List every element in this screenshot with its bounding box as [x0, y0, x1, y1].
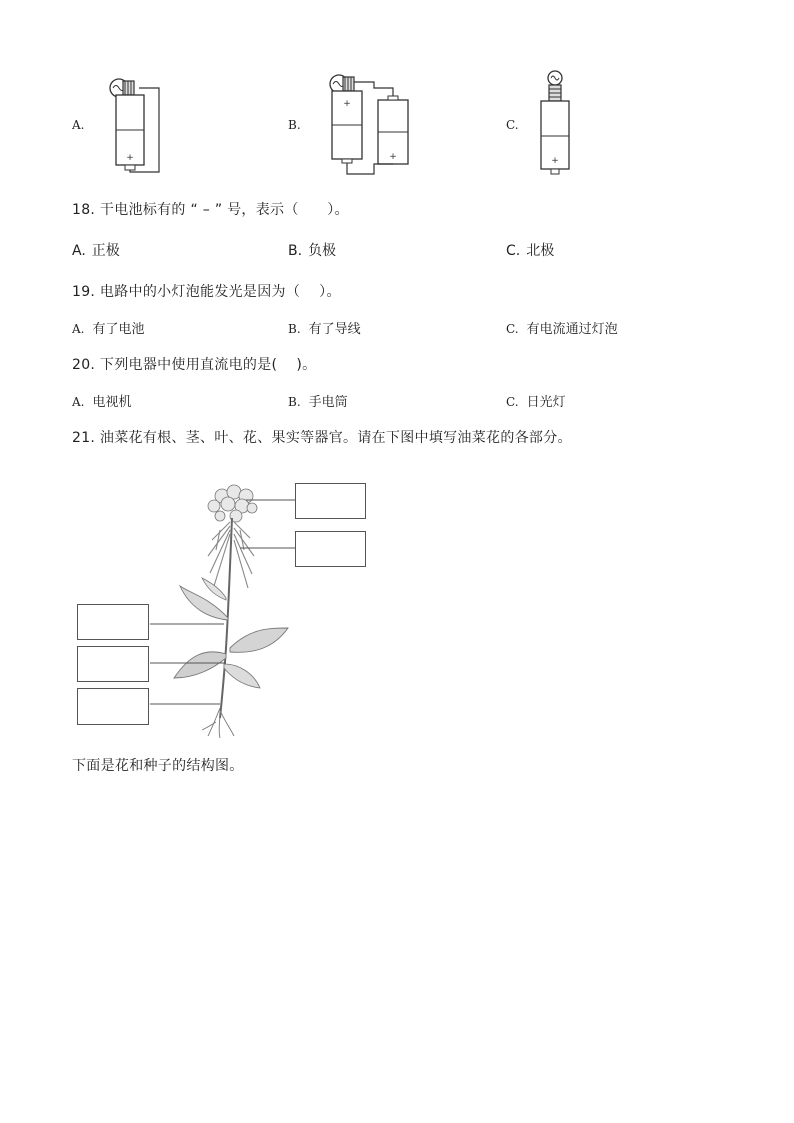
option-text: 有了导线 [308, 322, 361, 337]
q17-option-c[interactable] [506, 118, 519, 133]
q19-option-b[interactable] [288, 318, 361, 337]
q18-option-c[interactable] [506, 240, 554, 260]
question-21: 21. 油菜花有根、茎、叶、花、果实等器官。请在下图中填写油菜花的各部分。 [72, 430, 572, 446]
answer-box-root[interactable] [77, 688, 149, 725]
q18-option-a[interactable] [72, 240, 120, 260]
answer-box-flower[interactable] [295, 483, 366, 519]
q19-option-c[interactable] [506, 318, 618, 337]
svg-text:+: + [389, 152, 397, 162]
answer-box-stem[interactable] [77, 646, 149, 682]
q18-option-b[interactable] [288, 240, 336, 260]
option-letter: B. [288, 322, 301, 336]
option-text: 负极 [308, 243, 337, 259]
question-18: 18. 干电池标有的 “ – ” 号，表示（ ）。 [72, 202, 349, 218]
option-letter: C. [506, 243, 521, 259]
option-letter: C. [506, 322, 519, 336]
option-letter: C. [506, 118, 519, 132]
option-text: 有电流通过灯泡 [526, 322, 618, 337]
q17-option-b[interactable] [288, 118, 301, 133]
option-text: 北极 [526, 243, 555, 259]
option-letter: C. [506, 395, 519, 409]
option-text: 日光灯 [526, 395, 566, 410]
q19-option-a[interactable] [72, 318, 145, 337]
answer-box-leaf[interactable] [77, 604, 149, 640]
circuit-b-diagram [318, 70, 418, 180]
option-letter: B. [288, 395, 301, 409]
circuit-a-diagram [95, 72, 175, 177]
q20-option-a[interactable] [72, 391, 132, 410]
circuit-c-diagram [538, 68, 578, 180]
q20-option-b[interactable] [288, 391, 348, 410]
svg-text:+: + [551, 156, 559, 166]
section-intro-text: 下面是花和种子的结构图。 [72, 758, 244, 774]
option-letter: A. [72, 243, 86, 259]
option-letter: B. [288, 118, 301, 132]
rapeseed-plant-illustration [150, 478, 310, 738]
option-text: 手电筒 [308, 395, 348, 410]
svg-text:+: + [343, 99, 351, 109]
option-text: 有了电池 [92, 322, 145, 337]
option-letter: A. [72, 395, 85, 409]
q20-option-c[interactable] [506, 391, 566, 410]
question-20: 20. 下列电器中使用直流电的是( )。 [72, 357, 317, 373]
option-letter: A. [72, 322, 85, 336]
svg-text:+: + [126, 153, 134, 163]
answer-box-fruit[interactable] [295, 531, 366, 567]
option-letter: B. [288, 243, 303, 259]
option-text: 正极 [91, 243, 120, 259]
question-19: 19. 电路中的小灯泡能发光是因为（ ）。 [72, 284, 341, 300]
option-letter: A. [72, 118, 85, 132]
q17-option-a[interactable] [72, 118, 84, 133]
option-text: 电视机 [92, 395, 132, 410]
